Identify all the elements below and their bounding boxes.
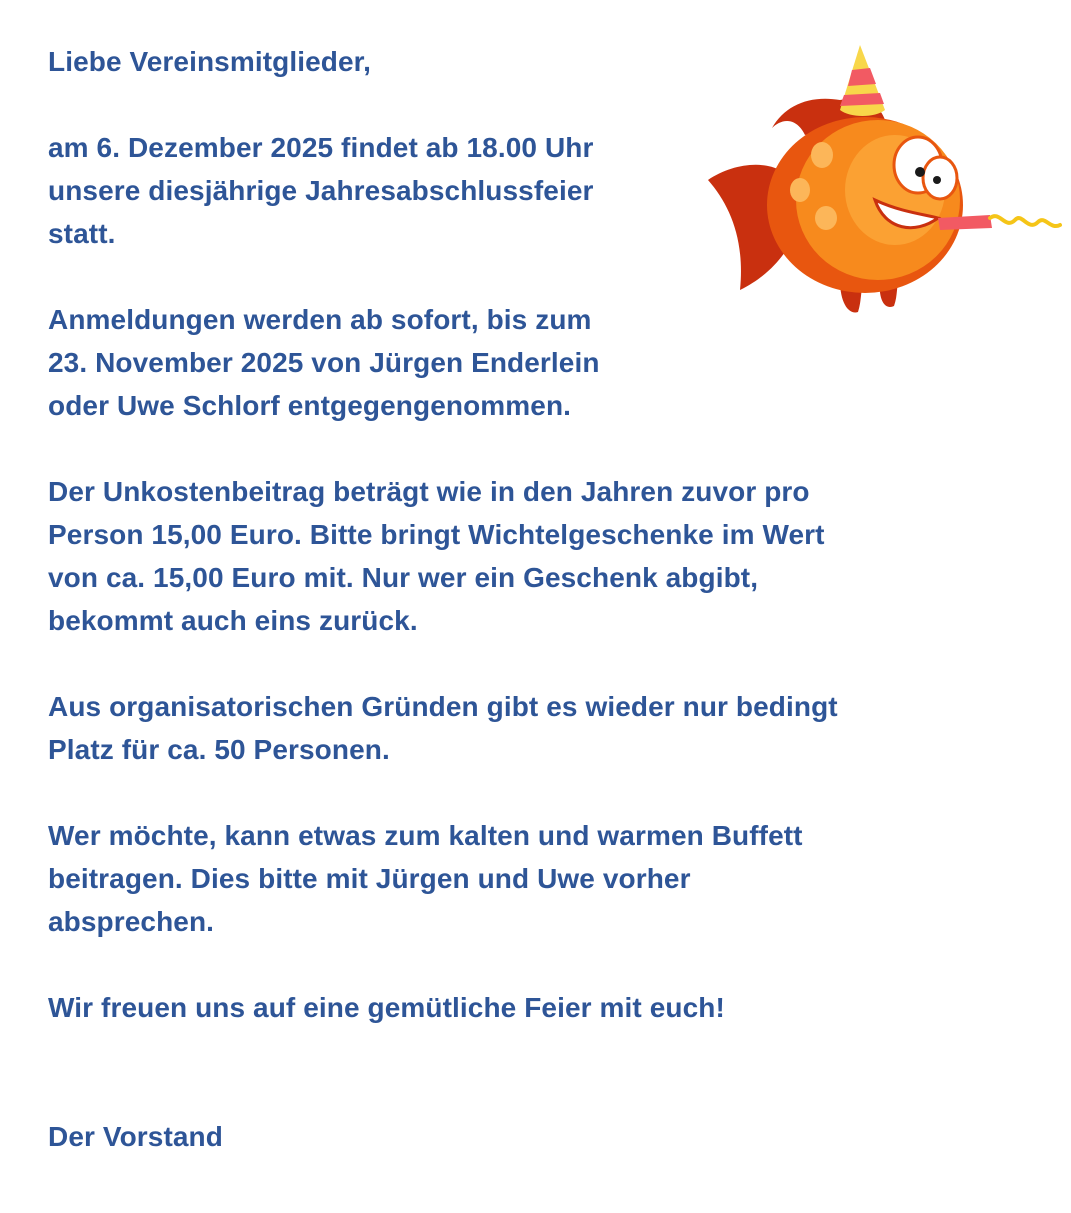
closing-line: Wir freuen uns auf eine gemütliche Feier mit euch! (48, 992, 725, 1023)
signature: Der Vorstand (48, 1121, 223, 1152)
party-fish-icon (700, 40, 1070, 330)
paragraph-buffet: Wer möchte, kann etwas zum kalten und warmen Buffett beitragen. Dies bitte mit Jürgen und Uwe vorher absprechen. (48, 820, 803, 937)
paragraph-fee: Der Unkostenbeitrag beträgt wie in den Jahren zuvor pro Person 15,00 Euro. Bitte bringt Wichtelgeschenke im Wert von ca. 15,00 Euro mit. Nur wer ein Geschenk abgibt, bekommt auch eins zurück. (48, 476, 825, 636)
paragraph-registration: Anmeldungen werden ab sofort, bis zum 23. November 2025 von Jürgen Enderlein oder Uwe Schlorf entgegengenommen. (48, 304, 600, 421)
greeting: Liebe Vereinsmitglieder, (48, 46, 371, 77)
paragraph-capacity: Aus organisatorischen Gründen gibt es wieder nur bedingt Platz für ca. 50 Personen. (48, 691, 838, 765)
paragraph-event-date: am 6. Dezember 2025 findet ab 18.00 Uhr unsere diesjährige Jahresabschlussfeier statt. (48, 132, 594, 249)
